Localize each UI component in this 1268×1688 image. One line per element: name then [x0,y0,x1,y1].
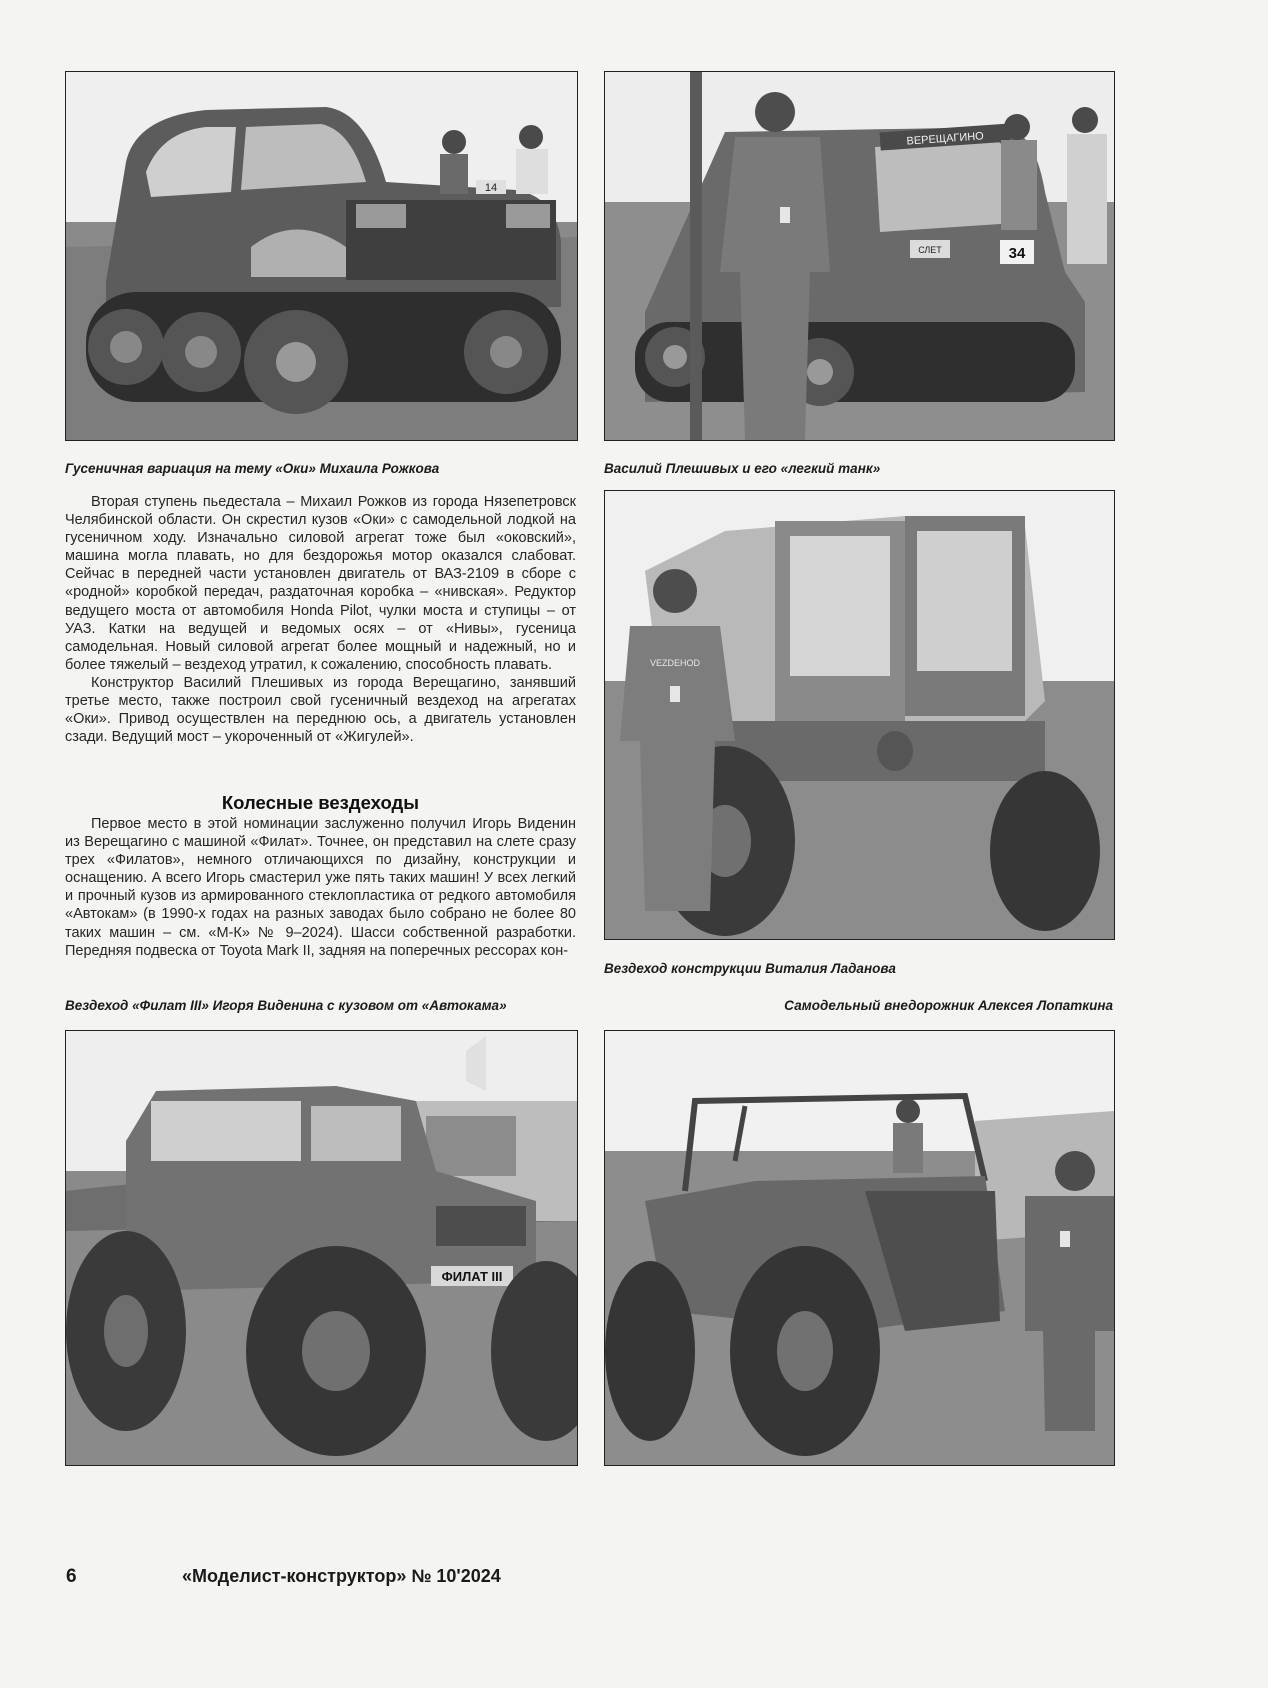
filat-badge-text: ФИЛАТ III [441,1269,503,1284]
caption-lopatkin: Самодельный внедорожник Алексея Лопаткина [784,998,1113,1013]
tracked-oka-illustration [66,72,577,440]
tank-number-text: 34 [1008,245,1026,262]
paragraph-videnin: Первое место в этой номинации заслуженно получил Игорь Виденин из Верещагино с машиной «Филат». Точнее, он представил на слете сразу трех «Филатов», немного отличающихся по дизайну, конструкции и оснащению. А всего Игорь смастерил уже пять таких машин! У всех легкий и прочный кузов из армированного стеклопластика от редкого автомобиля «Автокам» (в 1990-х годах на разных заводах было собрано не более 80 таких машин – см. «М-К» № 9–2024). Шасси собственной разработки. Передняя подвеска от Toyota Mark II, задняя на поперечных рессорах кон- [65,816,576,959]
pleshivykh-tank-illustration [605,72,1114,440]
caption-tracked-oka: Гусеничная вариация на тему «Оки» Михаила Рожкова [65,461,440,476]
caption-ladanov-vehicle: Вездеход конструкции Виталия Ладанова [604,961,896,976]
ladanov-shirt-text: VEZDEHOD [649,658,701,668]
oka-badge-text: 14 [484,182,498,194]
paragraph-pleshivykh: Конструктор Василий Плешивых из города Верещагино, занявший третье место, также построил свой гусеничный вездеход на агрегатах «Оки». Привод осуществлен на переднюю ось, а двигатель установлен сзади. Ведущий мост – укороченный от «Жигулей». [65,674,576,746]
photo-tracked-oka [65,71,578,441]
section-heading-wheeled: Колесные вездеходы [221,792,420,813]
tank-sign-text: ВЕРЕЩАГИНО [906,130,985,148]
photo-filat-three [65,1030,578,1466]
photo-lopatkin-offroader [604,1030,1115,1466]
tank-plate-text: СЛЕТ [918,245,942,255]
caption-filat: Вездеход «Филат III» Игоря Виденина с кузовом от «Автокама» [65,998,507,1013]
page-number: 6 [66,1566,77,1587]
article-text-bottom [65,815,576,960]
ladanov-vehicle-illustration [605,491,1114,939]
filat-three-illustration [66,1031,577,1465]
article-text-top [65,493,576,746]
magazine-title: «Моделист-конструктор» № 10'2024 [182,1566,501,1586]
photo-ladanov-vehicle [604,490,1115,940]
photo-pleshivykh-tank [604,71,1115,441]
lopatkin-offroader-illustration [605,1031,1114,1465]
caption-pleshivykh-tank: Василий Плешивых и его «легкий танк» [604,461,881,476]
paragraph-rozhkov: Вторая ступень пьедестала – Михаил Рожков из города Нязепетровск Челябинской области. Он скрестил кузов «Оки» с самодельной лодкой на гусеничном ходу. Изначально силовой агрегат тоже был «оковский», машина могла плавать, но для бездорожья мотор оказался слабоват. Сейчас в передней части установлен двигатель от ВАЗ-2109 в сборе с «родной» коробкой передач, раздаточная коробка – «нивская». Редуктор ведущего моста от автомобиля Honda Pilot, чулки моста и ступицы – от УАЗ. Катки на ведущей и ведомых осях – от «Нивы», гусеница самодельная. Новый силовой агрегат более мощный и надежный, но и более тяжелый – вездеход утратил, к сожалению, способность плавать. [65,494,576,673]
